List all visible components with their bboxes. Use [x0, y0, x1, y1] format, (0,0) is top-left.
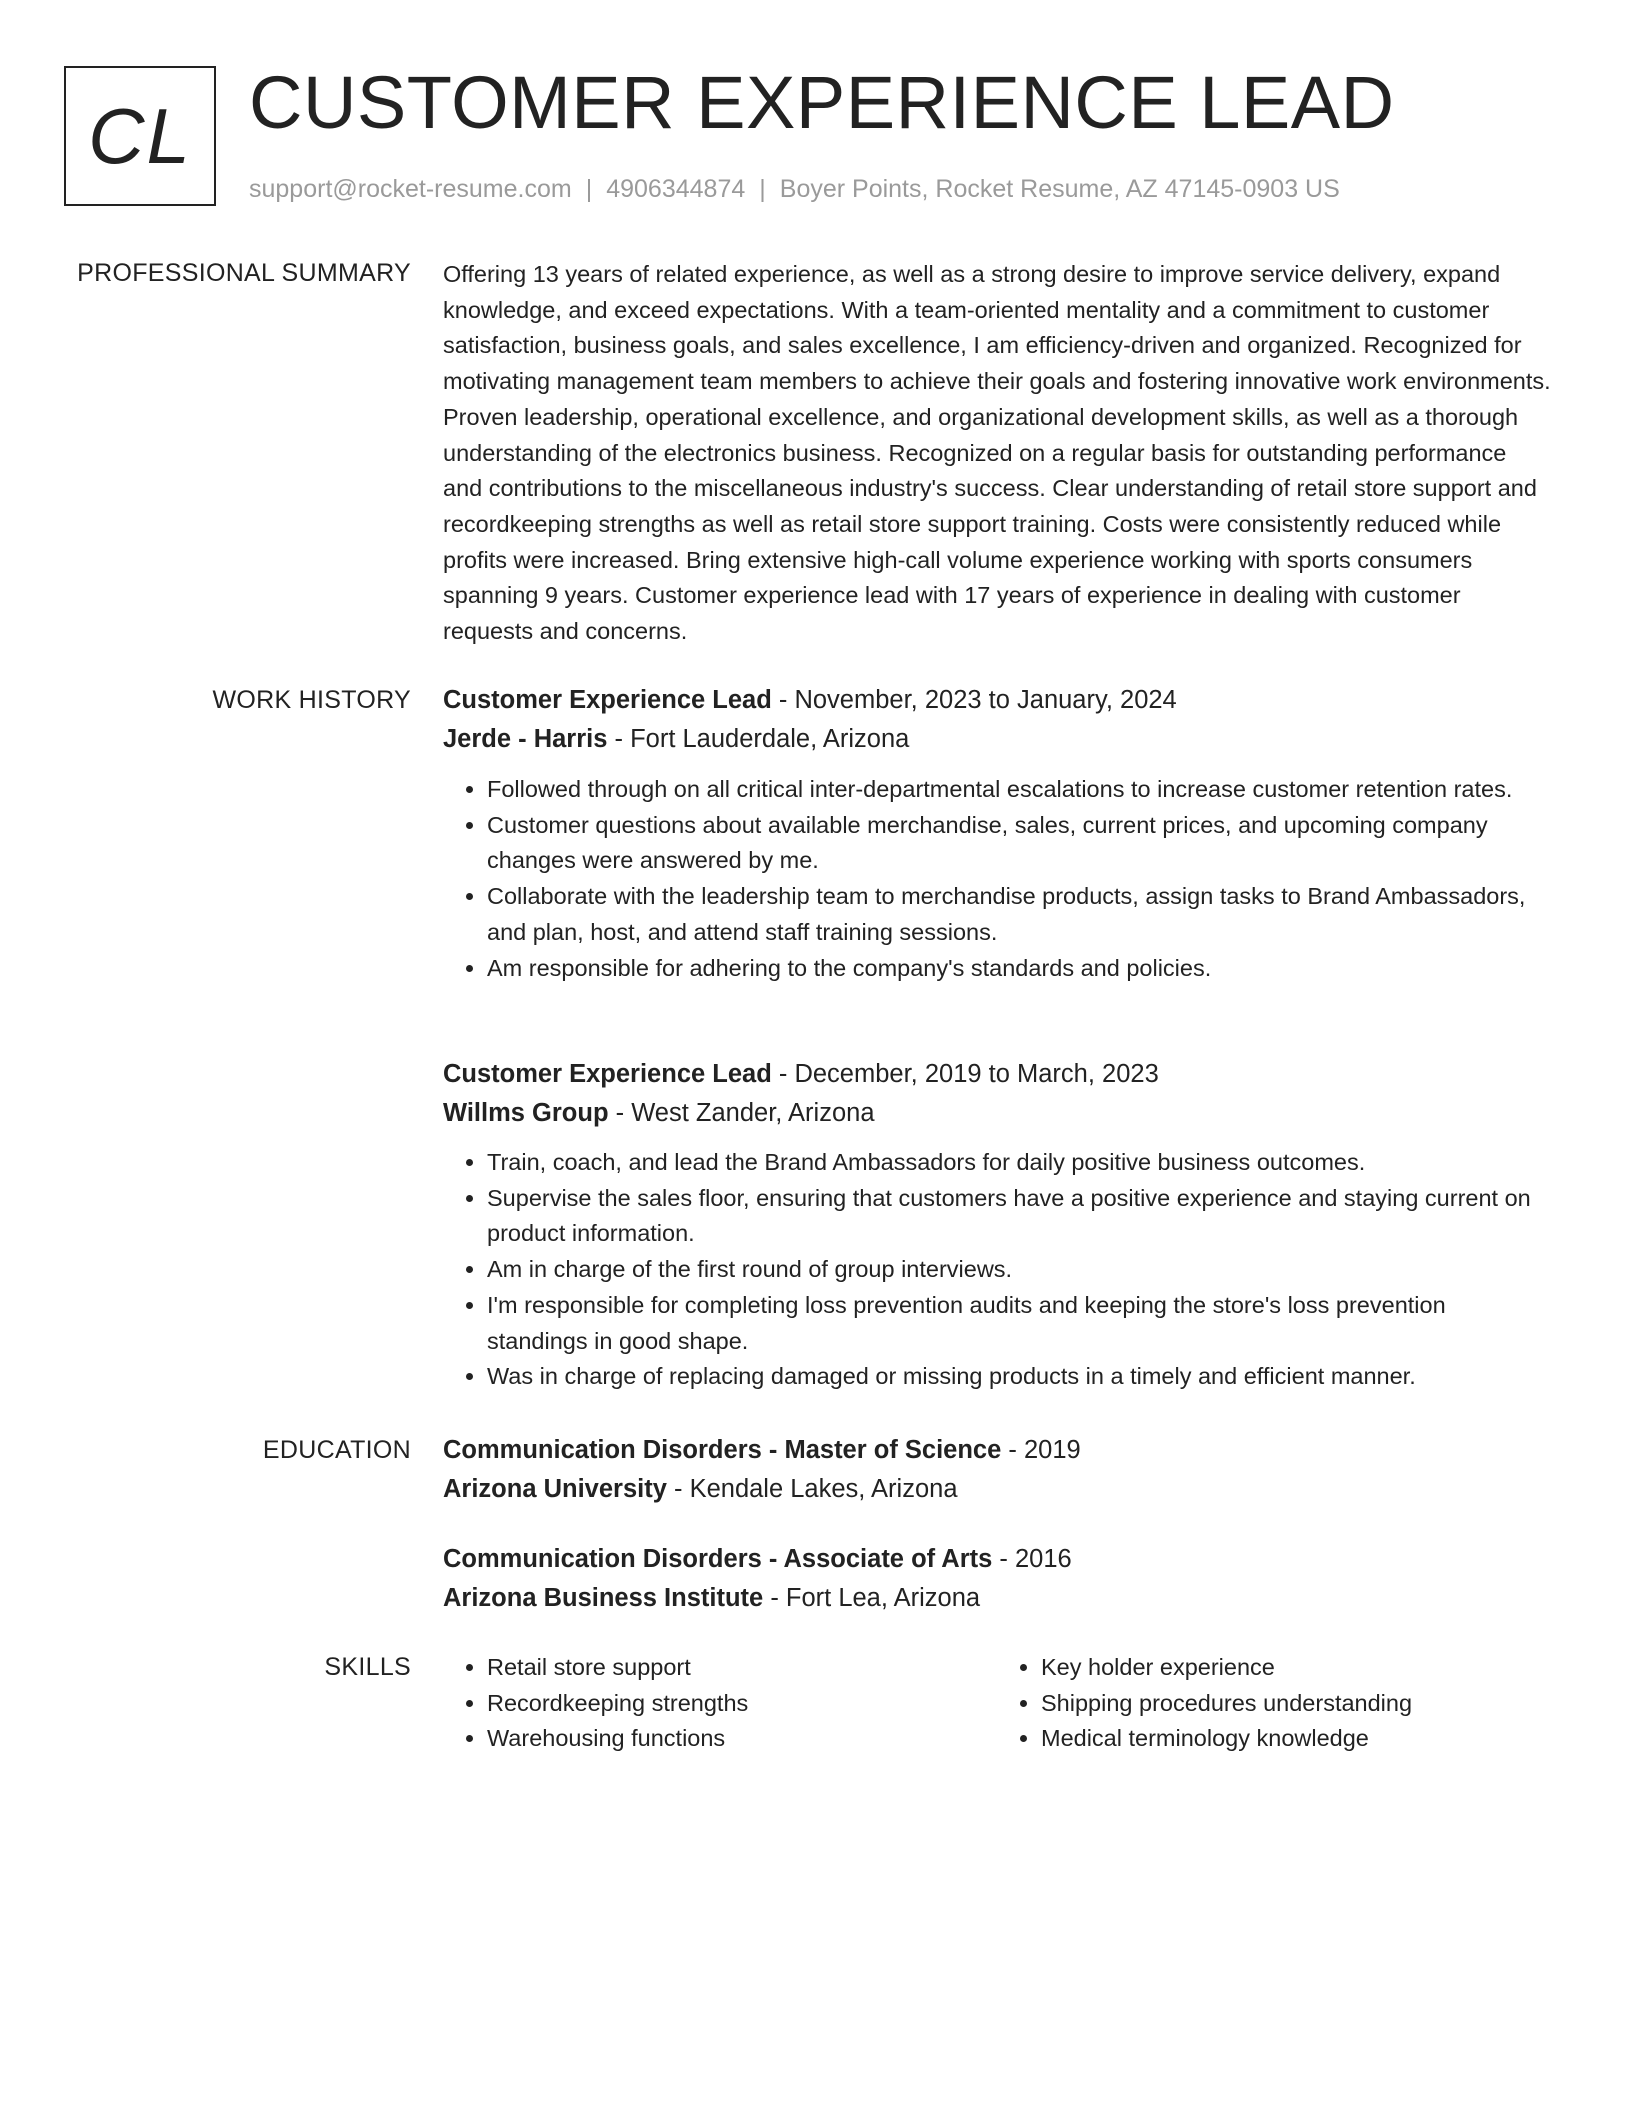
contact-email[interactable]: support@rocket-resume.com — [249, 175, 572, 203]
education-degree-line — [443, 1540, 1551, 1579]
job-bullet: • Supervise the sales floor, ensuring that customers have a positive experience and staying current on product information. — [487, 1181, 1551, 1252]
job-company-line — [443, 1094, 1551, 1133]
education-section — [443, 1431, 1551, 1509]
job-entry — [443, 1055, 1551, 1395]
job-bullets — [443, 1145, 1551, 1395]
education-entry — [443, 1431, 1551, 1509]
job-bullet: • Am in charge of the first round of group interviews. — [487, 1252, 1551, 1288]
job-bullet: • Am responsible for adhering to the company's standards and policies. — [487, 951, 1551, 987]
contact-address: Boyer Points, Rocket Resume, AZ 47145-0903 US — [779, 175, 1340, 203]
job-bullet: • Customer questions about available merchandise, sales, current prices, and upcoming company changes were answered by me. — [487, 808, 1551, 879]
job-bullet: • Train, coach, and lead the Brand Ambassadors for daily positive business outcomes. — [487, 1145, 1551, 1181]
work-history-section — [443, 681, 1551, 986]
job-title: Customer Experience Lead — [443, 1060, 772, 1088]
education-degree: Communication Disorders - Master of Science — [443, 1436, 1002, 1464]
education-section-2 — [443, 1540, 1551, 1618]
resume-title: CUSTOMER EXPERIENCE LEAD — [249, 61, 1395, 144]
job-dates: - November, 2023 to January, 2024 — [771, 686, 1177, 714]
section-label-education: EDUCATION — [262, 1436, 411, 1464]
contact-separator: | — [759, 175, 766, 203]
skills-columns — [443, 1650, 1551, 1757]
summary-text: Offering 13 years of related experience, as well as a strong desire to improve service delivery, expand knowledge, and exceed expectations. With a team-oriented mentality and a commitment to customer satisfaction, business goals, and sales excellence, I am efficiency-driven and organized. Recognized for motivating management team members to achieve their goals and fostering innovative work environments. Proven leadership, operational excellence, and organizational development skills, as well as a thorough understanding of the electronics business. Recognized on a regular basis for outstanding performance and contributions to the miscellaneous industry's success. Clear understanding of retail store support and recordkeeping strengths as well as retail store support training. Costs were consistently reduced while profits were increased. Bring extensive high-call volume experience working with sports consumers spanning 9 years. Customer experience lead with 17 years of experience in dealing with customer requests and concerns. — [443, 261, 1551, 645]
job-dates: - December, 2019 to March, 2023 — [771, 1060, 1159, 1088]
monogram-initials: CL — [88, 91, 192, 180]
education-location: - Kendale Lakes, Arizona — [666, 1475, 958, 1503]
education-school-line — [443, 1579, 1551, 1618]
summary-section — [443, 257, 1551, 650]
education-year: - 2019 — [1001, 1436, 1081, 1464]
education-entry — [443, 1540, 1551, 1618]
education-school: Arizona University — [443, 1475, 667, 1503]
job-location: - Fort Lauderdale, Arizona — [607, 725, 910, 753]
education-school-line — [443, 1470, 1551, 1509]
skills-list-left — [443, 1650, 997, 1757]
skill-item: • Warehousing functions — [487, 1721, 997, 1757]
job-entry — [443, 681, 1551, 986]
education-school: Arizona Business Institute — [443, 1584, 764, 1612]
job-bullet: • Collaborate with the leadership team to merchandise products, assign tasks to Brand Ambassadors, and plan, host, and attend staff training sessions. — [487, 879, 1551, 950]
contact-line — [249, 172, 1340, 206]
job-title: Customer Experience Lead — [443, 686, 772, 714]
contact-separator: | — [585, 175, 593, 203]
skill-item: • Retail store support — [487, 1650, 997, 1686]
job-bullet: • I'm responsible for completing loss prevention audits and keeping the store's loss prevention standings in good shape. — [487, 1288, 1551, 1359]
education-degree-line — [443, 1431, 1551, 1470]
job-bullet: • Followed through on all critical inter-departmental escalations to increase customer retention rates. — [487, 772, 1551, 808]
section-label-summary: PROFESSIONAL SUMMARY — [77, 259, 411, 287]
job-location: - West Zander, Arizona — [608, 1099, 875, 1127]
job-title-line — [443, 1055, 1551, 1094]
education-location: - Fort Lea, Arizona — [763, 1584, 981, 1612]
skill-item: • Medical terminology knowledge — [1041, 1721, 1551, 1757]
skill-item: • Key holder experience — [1041, 1650, 1551, 1686]
section-label-work-history: WORK HISTORY — [212, 686, 411, 714]
skill-item: • Recordkeeping strengths — [487, 1686, 997, 1722]
section-label-skills: SKILLS — [324, 1653, 411, 1681]
monogram-box — [64, 66, 216, 206]
education-year: - 2016 — [992, 1545, 1072, 1573]
skills-list-right — [997, 1650, 1551, 1757]
work-history-section-2 — [443, 1055, 1551, 1395]
skill-item: • Shipping procedures understanding — [1041, 1686, 1551, 1722]
job-title-line — [443, 681, 1551, 720]
job-bullets — [443, 772, 1551, 986]
contact-phone[interactable]: 4906344874 — [606, 175, 746, 203]
education-degree: Communication Disorders - Associate of Arts — [443, 1545, 993, 1573]
job-company-line — [443, 720, 1551, 759]
job-company: Willms Group — [443, 1099, 609, 1127]
job-bullet: • Was in charge of replacing damaged or missing products in a timely and efficient manner. — [487, 1359, 1551, 1395]
job-company: Jerde - Harris — [443, 725, 608, 753]
skills-section — [443, 1650, 1551, 1757]
